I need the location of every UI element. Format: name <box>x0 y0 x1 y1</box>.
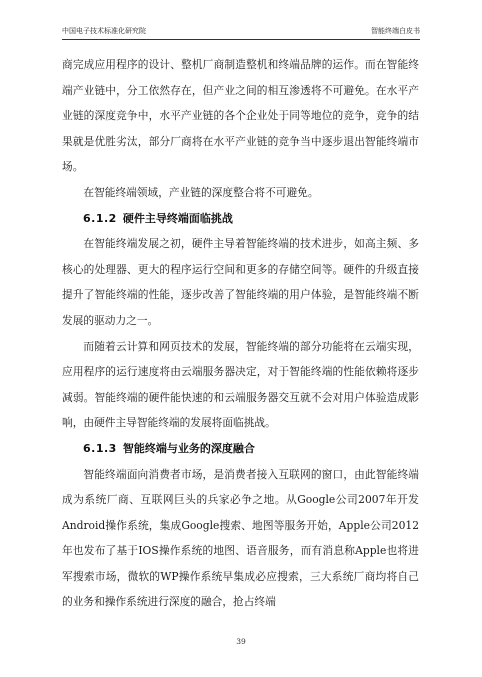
section-number: 6.1.2 <box>83 211 117 225</box>
paragraph: 商完成应用程序的设计、整机厂商制造整机和终端品牌的运作。而在智能终端产业链中，分工依然存在，但产业之间的相互渗透将不可避免。在水平产业链的深度竞争中，水平产业链的各个企业处于同等地位的竞争，竞争的结果就是优胜劣汰，部分厂商将在水平产业链的竞争当中逐步退出智能终端市场。 <box>62 58 419 174</box>
running-header <box>62 26 420 38</box>
section-title: 硬件主导终端面临挑战 <box>122 211 233 225</box>
section-number: 6.1.3 <box>83 441 117 455</box>
section-heading-6-1-2 <box>62 206 419 232</box>
body-text <box>62 52 419 615</box>
header-divider <box>62 39 420 40</box>
page-number: 39 <box>236 637 246 646</box>
paragraph: 在智能终端领域，产业链的深度整合将不可避免。 <box>83 185 319 199</box>
section-heading-6-1-3 <box>62 436 419 462</box>
header-organization: 中国电子技术标准化研究院 <box>62 27 146 35</box>
paragraph: 在智能终端发展之初，硬件主导着智能终端的技术进步，如高主频、多核心的处理器、更大的程序运行空间和更多的存储空间等。硬件的升级直接提升了智能终端的性能，逐步改善了智能终端的用户体验，是智能终端不断发展的驱动力之一。 <box>62 237 419 327</box>
paragraph: 而随着云计算和网页技术的发展，智能终端的部分功能将在云端实现，应用程序的运行速度将由云端服务器决定，对于智能终端的性能依赖将逐步减弱。智能终端的硬件能快速的和云端服务器交互就不会对用户体验造成影响，由硬件主导智能终端的发展将面临挑战。 <box>62 339 419 430</box>
header-document-title: 智能终端白皮书 <box>371 27 420 35</box>
paragraph: 智能终端面向消费者市场，是消费者接入互联网的窗口，由此智能终端成为系统厂商、互联网巨头的兵家必争之地。从Google公司2007年开发Android操作系统，集成Google搜索、地图等服务开始，Apple公司2012年也发布了基于IOS操作系统的地图、语音服务，而有消息称Apple也将进军搜索市场，微软的WP操作系统早集成必应搜索，三大系统厂商均将自己的业务和操作系统进行深度的融合，抢占终端 <box>62 467 419 609</box>
section-title: 智能终端与业务的深度融合 <box>122 441 255 455</box>
